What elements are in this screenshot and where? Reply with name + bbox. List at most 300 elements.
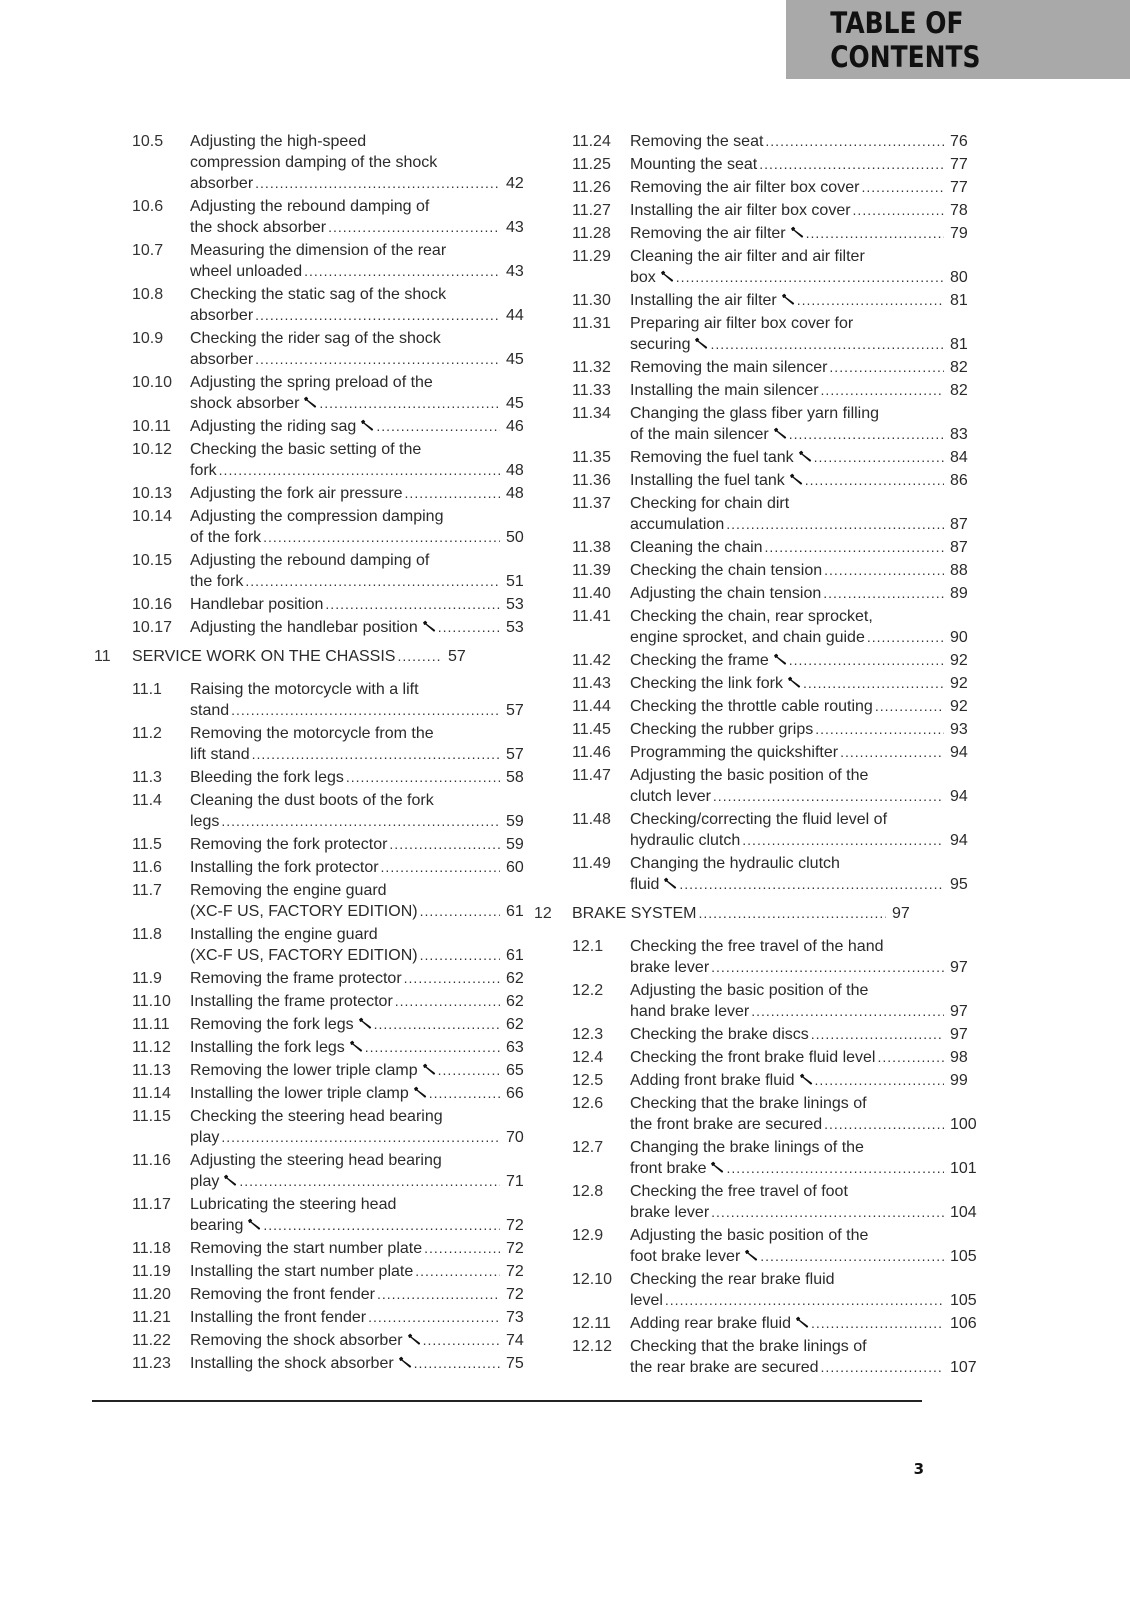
- page-ref: 95: [950, 876, 968, 893]
- toc-entry-link[interactable]: [90, 617, 530, 638]
- page-ref: 53: [506, 619, 524, 636]
- page-ref: 73: [506, 1309, 524, 1326]
- page-ref: 92: [950, 675, 968, 692]
- entry-title: absorber: [190, 351, 254, 368]
- page-ref: 83: [950, 426, 968, 443]
- toc-entry-link[interactable]: [530, 1181, 977, 1223]
- toc-entry-link[interactable]: [90, 968, 530, 989]
- entry-title: Removing the main silencer: [630, 359, 828, 376]
- toc-entry-link[interactable]: [530, 223, 970, 244]
- toc-entry-link[interactable]: [530, 1024, 970, 1045]
- entry-title: of the fork: [190, 529, 262, 546]
- entry-title: Adding front brake fluid: [630, 1072, 795, 1089]
- dot-leader: [867, 627, 944, 648]
- entry-title: clutch lever: [630, 788, 711, 805]
- wrench-icon: [744, 1246, 758, 1258]
- footer-divider: [92, 1400, 922, 1402]
- entry-title: engine sprocket, and chain guide: [630, 629, 865, 646]
- page-ref: 45: [506, 395, 524, 412]
- entry-title: Handlebar position: [190, 596, 324, 613]
- dot-leader: [263, 527, 500, 548]
- entry-title: Adjusting the steering head bearing: [190, 1152, 442, 1169]
- dot-leader: [239, 1171, 500, 1192]
- dot-leader: [255, 349, 500, 370]
- entry-title: Removing the air filter: [630, 225, 786, 242]
- toc-entry-link[interactable]: [90, 991, 530, 1012]
- toc-entry-link[interactable]: [530, 809, 970, 851]
- entry-title: Checking the rear brake fluid: [630, 1271, 835, 1288]
- dot-leader: [824, 560, 944, 581]
- toc-entry-link[interactable]: [90, 416, 530, 437]
- dot-leader: [381, 857, 500, 878]
- toc-entry-link[interactable]: [530, 131, 970, 152]
- entry-title: Installing the air filter box cover: [630, 202, 851, 219]
- dot-leader: [304, 261, 500, 282]
- entry-title: Removing the front fender: [190, 1286, 375, 1303]
- entry-title: Measuring the dimension of the rear: [190, 242, 447, 259]
- entry-title: Removing the air filter box cover: [630, 179, 860, 196]
- toc-entry-link[interactable]: [90, 483, 530, 504]
- header-banner: [786, 0, 1130, 79]
- page-ref: 97: [950, 1003, 968, 1020]
- toc-entry-link[interactable]: [530, 154, 970, 175]
- dot-leader: [875, 696, 944, 717]
- entry-title: absorber: [190, 307, 254, 324]
- dot-leader: [713, 786, 944, 807]
- section-number: 11.18: [132, 1240, 171, 1257]
- section-number: 11.13: [132, 1062, 171, 1079]
- toc-entry-link[interactable]: [90, 372, 530, 414]
- dot-leader: [861, 177, 944, 198]
- page-ref: 87: [950, 516, 968, 533]
- entry-title: wheel unloaded: [190, 263, 303, 280]
- dot-leader: [395, 991, 500, 1012]
- dot-leader: [377, 1284, 500, 1305]
- section-number: 12.11: [572, 1315, 611, 1332]
- page-ref: 90: [950, 629, 968, 646]
- entry-title: Checking that the brake linings of: [630, 1338, 867, 1355]
- dot-leader: [811, 1313, 944, 1334]
- dot-leader: [824, 1114, 944, 1135]
- entry-title: hand brake lever: [630, 1003, 750, 1020]
- dot-leader: [805, 470, 944, 491]
- section-number: 11.37: [572, 495, 611, 512]
- toc-entry-link[interactable]: [530, 1093, 977, 1135]
- section-number: 11.47: [572, 767, 611, 784]
- page-ref: 97: [950, 1026, 968, 1043]
- section-number: 11.19: [132, 1263, 171, 1280]
- dot-leader: [676, 267, 944, 288]
- dot-leader: [803, 673, 944, 694]
- section-number: 11.1: [132, 681, 162, 698]
- dot-leader: [325, 594, 500, 615]
- toc-entry-link[interactable]: [90, 1261, 530, 1282]
- toc-entry-link[interactable]: [90, 196, 530, 238]
- section-number: 11.46: [572, 744, 611, 761]
- section-number: 11: [94, 648, 111, 665]
- entry-title: Adjusting the basic position of the: [630, 1227, 869, 1244]
- section-number: 12: [534, 905, 552, 922]
- page-ref: 99: [950, 1072, 968, 1089]
- page-ref: 57: [448, 648, 466, 665]
- dot-leader: [376, 416, 500, 437]
- dot-leader: [245, 571, 500, 592]
- page-ref: 98: [950, 1049, 968, 1066]
- section-number: 11.3: [132, 769, 162, 786]
- dot-leader: [679, 874, 944, 895]
- toc-entry-link[interactable]: [90, 1284, 530, 1305]
- dot-leader: [415, 1261, 500, 1282]
- dot-leader: [877, 1047, 944, 1068]
- toc-entry-link[interactable]: [530, 673, 970, 694]
- toc-entry-link[interactable]: [90, 1083, 530, 1104]
- entry-title: Checking the chain tension: [630, 562, 823, 579]
- toc-entry-link[interactable]: [530, 1269, 977, 1311]
- wrench-icon: [223, 1171, 237, 1183]
- page-ref: 105: [950, 1248, 977, 1265]
- dot-leader: [263, 1215, 500, 1236]
- dot-leader: [665, 1290, 944, 1311]
- dot-leader: [789, 650, 944, 671]
- entry-title: Changing the brake linings of the: [630, 1139, 864, 1156]
- toc-entry-link[interactable]: [90, 328, 530, 370]
- entry-title: Checking the front brake fluid level: [630, 1049, 876, 1066]
- toc-entry-link[interactable]: [530, 936, 970, 978]
- wrench-icon: [660, 267, 674, 279]
- section-number: 11.30: [572, 292, 611, 309]
- section-number: 12.6: [572, 1095, 604, 1112]
- toc-entry-link[interactable]: [530, 1047, 970, 1068]
- page-ref: 104: [950, 1204, 977, 1221]
- dot-leader: [420, 945, 500, 966]
- section-number: 11.5: [132, 836, 162, 853]
- toc-entry-link[interactable]: [90, 1014, 530, 1035]
- page-ref: 50: [506, 529, 524, 546]
- page-ref: 62: [506, 970, 524, 987]
- section-number: 10.9: [132, 330, 164, 347]
- dot-leader: [221, 811, 500, 832]
- toc-entry-link[interactable]: [530, 470, 970, 491]
- toc-entry-link[interactable]: [90, 1238, 530, 1259]
- dot-leader: [760, 1246, 944, 1267]
- section-number: 12.9: [572, 1227, 604, 1244]
- dot-leader: [328, 217, 500, 238]
- toc-entry-link[interactable]: [90, 1353, 530, 1374]
- wrench-icon: [790, 223, 804, 235]
- toc-entry-link[interactable]: [530, 357, 970, 378]
- dot-leader: [840, 742, 944, 763]
- toc-entry-link[interactable]: [530, 719, 970, 740]
- page-ref: 61: [506, 903, 524, 920]
- section-number: 12.1: [572, 938, 604, 955]
- entry-title: Cleaning the air filter and air filter: [630, 248, 865, 265]
- wrench-icon: [799, 1070, 813, 1082]
- toc-column-left: [90, 131, 530, 1376]
- entry-title: Removing the frame protector: [190, 970, 402, 987]
- entry-title: front brake: [630, 1160, 707, 1177]
- section-number: 11.10: [132, 993, 171, 1010]
- page-ref: 45: [506, 351, 524, 368]
- dot-leader: [438, 617, 500, 638]
- page-ref: 88: [950, 562, 968, 579]
- toc-chapter-link[interactable]: [90, 646, 530, 667]
- section-number: 12.10: [572, 1271, 613, 1288]
- section-number: 11.20: [132, 1286, 171, 1303]
- entry-title: brake lever: [630, 1204, 710, 1221]
- wrench-icon: [710, 1158, 724, 1170]
- entry-title: SERVICE WORK ON THE CHASSIS: [132, 648, 396, 665]
- toc-entry-link[interactable]: [90, 1307, 530, 1328]
- toc-entry-link[interactable]: [90, 679, 530, 721]
- wrench-icon: [787, 673, 801, 685]
- page-title: TABLE OF CONTENTS: [830, 5, 981, 74]
- toc-entry-link[interactable]: [90, 594, 530, 615]
- entry-title: Checking the brake discs: [630, 1026, 809, 1043]
- section-number: 11.48: [572, 811, 611, 828]
- page-ref: 62: [506, 1016, 524, 1033]
- entry-title: Bleeding the fork legs: [190, 769, 344, 786]
- section-number: 11.7: [132, 882, 162, 899]
- section-number: 11.4: [132, 792, 162, 809]
- toc-entry-link[interactable]: [90, 439, 530, 481]
- page-ref: 87: [950, 539, 968, 556]
- toc-entry-link[interactable]: [90, 857, 530, 878]
- entry-title: BRAKE SYSTEM: [572, 905, 697, 922]
- dot-leader: [814, 447, 944, 468]
- toc-entry-link[interactable]: [90, 1330, 530, 1351]
- toc-entry-link[interactable]: [530, 380, 970, 401]
- entry-title: Installing the fork protector: [190, 859, 379, 876]
- page-ref: 92: [950, 652, 968, 669]
- section-number: 11.33: [572, 382, 611, 399]
- dot-leader: [711, 1202, 944, 1223]
- page-ref: 48: [506, 462, 524, 479]
- toc-entry-link[interactable]: [530, 1225, 977, 1267]
- section-number: 11.9: [132, 970, 162, 987]
- toc-entry-link[interactable]: [90, 1037, 530, 1058]
- toc-entry-link[interactable]: [530, 290, 970, 311]
- entry-title: Removing the shock absorber: [190, 1332, 403, 1349]
- page-ref: 75: [506, 1355, 524, 1372]
- toc-entry-link[interactable]: [530, 177, 970, 198]
- wrench-icon: [398, 1353, 412, 1365]
- toc-entry-link[interactable]: [530, 560, 970, 581]
- toc-entry-link[interactable]: [530, 403, 970, 445]
- page-ref: 82: [950, 359, 968, 376]
- entry-title: compression damping of the shock: [190, 154, 438, 171]
- page-ref: 94: [950, 832, 968, 849]
- entry-title: absorber: [190, 175, 254, 192]
- entry-title: play: [190, 1129, 220, 1146]
- page-ref: 72: [506, 1240, 524, 1257]
- toc-entry-link[interactable]: [530, 447, 970, 468]
- section-number: 10.15: [132, 552, 173, 569]
- page-ref: 77: [950, 179, 968, 196]
- page-ref: 107: [950, 1359, 977, 1376]
- entry-title: Checking the rider sag of the shock: [190, 330, 441, 347]
- entry-title: shock absorber: [190, 395, 300, 412]
- toc-entry-link[interactable]: [530, 765, 970, 807]
- section-number: 12.12: [572, 1338, 613, 1355]
- toc-entry-link[interactable]: [90, 284, 530, 326]
- toc-entry-link[interactable]: [530, 1137, 977, 1179]
- dot-leader: [423, 1330, 500, 1351]
- toc-entry-link[interactable]: [530, 200, 970, 221]
- page-ref: 89: [950, 585, 968, 602]
- wrench-icon: [773, 650, 787, 662]
- toc-entry-link[interactable]: [530, 853, 970, 895]
- page-ref: 78: [950, 202, 968, 219]
- toc-entry-link[interactable]: [90, 1150, 530, 1192]
- page-ref: 51: [506, 573, 524, 590]
- section-number: 11.28: [572, 225, 611, 242]
- page-ref: 74: [506, 1332, 524, 1349]
- toc-entry-link[interactable]: [530, 980, 970, 1022]
- page-ref: 57: [506, 746, 524, 763]
- toc-entry-link[interactable]: [90, 550, 530, 592]
- dot-leader: [365, 1037, 500, 1058]
- wrench-icon: [247, 1215, 261, 1227]
- toc-entry-link[interactable]: [90, 1106, 530, 1148]
- section-number: 12.5: [572, 1072, 604, 1089]
- entry-title: Checking the basic setting of the: [190, 441, 422, 458]
- toc-entry-link[interactable]: [530, 583, 970, 604]
- dot-leader: [252, 744, 500, 765]
- section-number: 10.6: [132, 198, 164, 215]
- entry-title: Programming the quickshifter: [630, 744, 839, 761]
- page-ref: 48: [506, 485, 524, 502]
- entry-title: Checking the rubber grips: [630, 721, 814, 738]
- section-number: 11.15: [132, 1108, 171, 1125]
- dot-leader: [414, 1353, 500, 1374]
- wrench-icon: [422, 1060, 436, 1072]
- entry-title: Checking that the brake linings of: [630, 1095, 867, 1112]
- section-number: 11.44: [572, 698, 611, 715]
- wrench-icon: [349, 1037, 363, 1049]
- toc-entry-link[interactable]: [90, 240, 530, 282]
- entry-title: brake lever: [630, 959, 710, 976]
- entry-title: Checking the throttle cable routing: [630, 698, 873, 715]
- wrench-icon: [413, 1083, 427, 1095]
- toc-entry-link[interactable]: [90, 723, 530, 765]
- toc-entry-link[interactable]: [90, 924, 530, 966]
- dot-leader: [765, 131, 944, 152]
- dot-leader: [319, 393, 500, 414]
- toc-column-right: [530, 131, 977, 1380]
- toc-entry-link[interactable]: [90, 834, 530, 855]
- page-ref: 100: [950, 1116, 977, 1133]
- page-ref: 92: [950, 698, 968, 715]
- entry-title: securing: [630, 336, 691, 353]
- toc-entry-link[interactable]: [530, 650, 970, 671]
- toc-entry-link[interactable]: [90, 131, 530, 194]
- toc-entry-link[interactable]: [90, 1060, 530, 1081]
- toc-entry-link[interactable]: [530, 246, 970, 288]
- wrench-icon: [795, 1313, 809, 1325]
- toc-entry-link[interactable]: [90, 1194, 530, 1236]
- section-number: 11.25: [572, 156, 611, 173]
- toc-entry-link[interactable]: [90, 880, 530, 922]
- entry-title: Checking the link fork: [630, 675, 783, 692]
- toc-entry-link[interactable]: [530, 537, 970, 558]
- section-number: 11.11: [132, 1016, 170, 1033]
- dot-leader: [255, 173, 500, 194]
- toc-entry-link[interactable]: [90, 506, 530, 548]
- entry-title: Checking the chain, rear sprocket,: [630, 608, 873, 625]
- entry-title: Removing the engine guard: [190, 882, 387, 899]
- page-ref: 72: [506, 1263, 524, 1280]
- dot-leader: [368, 1307, 500, 1328]
- entry-title: Adjusting the compression damping: [190, 508, 444, 525]
- toc-entry-link[interactable]: [530, 742, 970, 763]
- page-ref: 97: [892, 905, 910, 922]
- dot-leader: [815, 1070, 944, 1091]
- dot-leader: [711, 957, 944, 978]
- page-ref: 94: [950, 788, 968, 805]
- entry-title: fork: [190, 462, 217, 479]
- toc-entry-link[interactable]: [90, 790, 530, 832]
- entry-title: Installing the engine guard: [190, 926, 378, 943]
- section-number: 11.40: [572, 585, 611, 602]
- dot-leader: [404, 968, 500, 989]
- page-ref: 46: [506, 418, 524, 435]
- dot-leader: [789, 424, 944, 445]
- page-ref: 53: [506, 596, 524, 613]
- section-number: 11.6: [132, 859, 162, 876]
- entry-title: Checking/correcting the fluid level of: [630, 811, 888, 828]
- toc-entry-link[interactable]: [530, 1070, 970, 1091]
- page-ref: 61: [506, 947, 524, 964]
- entry-title: lift stand: [190, 746, 250, 763]
- section-number: 11.22: [132, 1332, 171, 1349]
- wrench-icon: [694, 334, 708, 346]
- entry-title: Cleaning the chain: [630, 539, 763, 556]
- entry-title: Checking the frame: [630, 652, 769, 669]
- toc-entry-link[interactable]: [530, 696, 970, 717]
- dot-leader: [797, 290, 944, 311]
- section-number: 11.42: [572, 652, 611, 669]
- toc-entry-link[interactable]: [530, 1336, 977, 1378]
- page-ref: 101: [950, 1160, 977, 1177]
- toc-chapter-link[interactable]: [530, 903, 970, 924]
- section-number: 11.43: [572, 675, 611, 692]
- entry-title: Installing the fork legs: [190, 1039, 345, 1056]
- page-ref: 43: [506, 219, 524, 236]
- dot-leader: [698, 903, 886, 924]
- entry-title: Installing the main silencer: [630, 382, 819, 399]
- section-number: 11.14: [132, 1085, 171, 1102]
- entry-title: Adjusting the riding sag: [190, 418, 357, 435]
- section-number: 11.39: [572, 562, 611, 579]
- toc-entry-link[interactable]: [530, 1313, 977, 1334]
- toc-entry-link[interactable]: [530, 606, 970, 648]
- entry-title: play: [190, 1173, 220, 1190]
- entry-title: Installing the start number plate: [190, 1263, 414, 1280]
- entry-title: Adding rear brake fluid: [630, 1315, 791, 1332]
- entry-title: Adjusting the spring preload of the: [190, 374, 433, 391]
- dot-leader: [726, 514, 944, 535]
- entry-title: Removing the lower triple clamp: [190, 1062, 418, 1079]
- page-ref: 82: [950, 382, 968, 399]
- page-ref: 86: [950, 472, 968, 489]
- dot-leader: [346, 767, 500, 788]
- toc-entry-link[interactable]: [530, 313, 970, 355]
- wrench-icon: [798, 447, 812, 459]
- toc-entry-link[interactable]: [530, 493, 970, 535]
- toc-entry-link[interactable]: [90, 767, 530, 788]
- section-number: 11.24: [572, 133, 611, 150]
- wrench-icon: [663, 874, 677, 886]
